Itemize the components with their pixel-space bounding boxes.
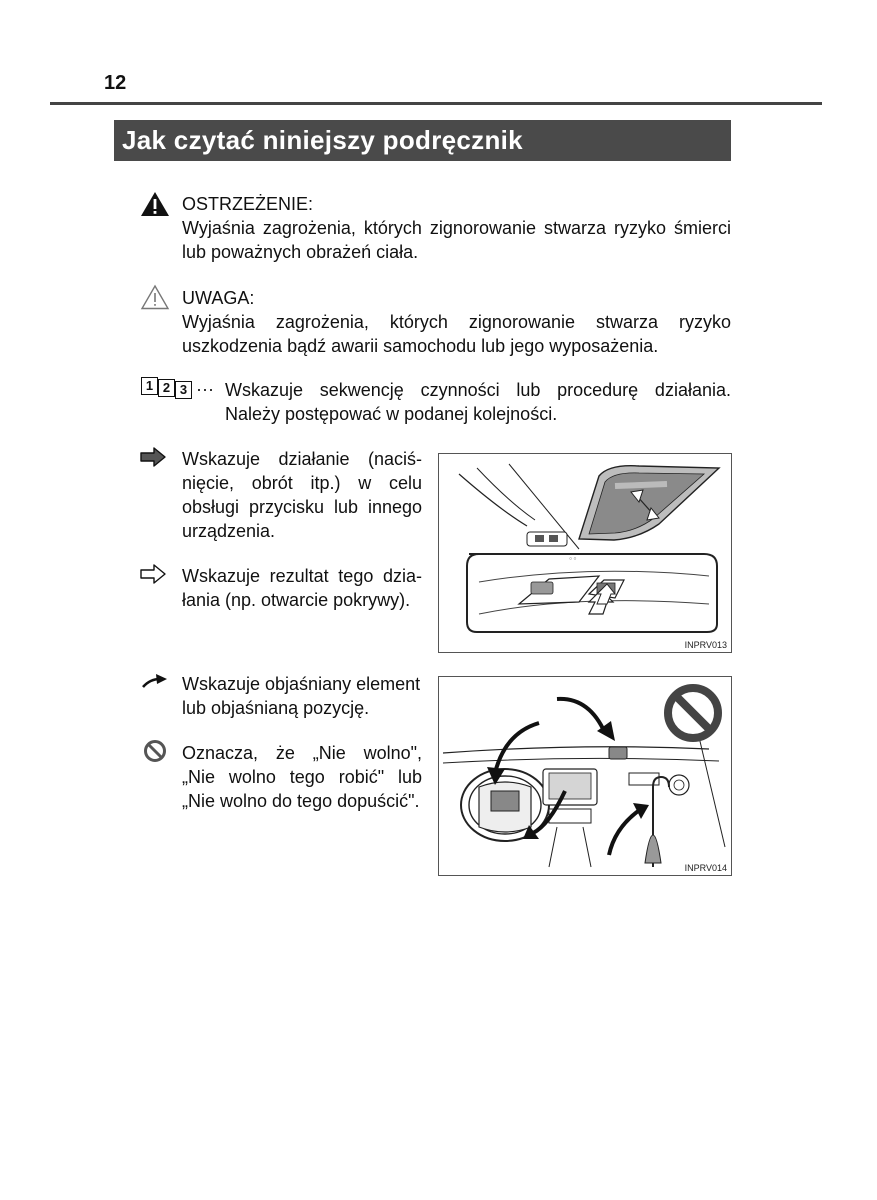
figure-dashboard-prohibited — [438, 676, 732, 876]
sequence-dots: ··· — [196, 379, 214, 399]
header-rule — [50, 102, 822, 105]
pointer-text-line2: lub objaśnianą pozycję. — [182, 698, 370, 718]
action-text-line4: urządzenia. — [182, 521, 276, 541]
warning-filled-triangle-icon — [140, 191, 170, 217]
action-text-line1: Wskazuje działanie (naciś- — [182, 449, 422, 469]
figure-moonroof-switch — [438, 453, 732, 653]
action-text-line2: nięcie, obrót itp.) w celu — [182, 473, 422, 493]
figure-code-1: INPRV013 — [684, 640, 727, 650]
caution-text-line2: uszkodzenia bądź awarii samochodu lub jego wyposażenia. — [182, 336, 659, 356]
sequence-text-line1: Wskazuje sekwencję czynności lub procedurę działania. — [225, 380, 731, 400]
result-text-line1: Wskazuje rezultat tego dzia- — [182, 566, 422, 586]
result-text-line2: łania (np. otwarcie pokrywy). — [182, 590, 411, 610]
caution-heading: UWAGA: — [182, 288, 255, 308]
pointer-text-line1: Wskazuje objaśniany element — [182, 674, 421, 694]
dashboard-illustration — [439, 677, 731, 875]
warning-text-line2: lub poważnych obrażeń ciała. — [182, 242, 419, 262]
moonroof-switch-illustration — [439, 454, 731, 652]
action-text-line3: obsługi przycisku lub innego — [182, 497, 422, 517]
sequence-numbers-icon — [141, 377, 197, 401]
warning-heading: OSTRZEŻENIE: — [182, 194, 314, 214]
sequence-number-1: 1 — [141, 377, 158, 395]
page-number: 12 — [104, 72, 127, 94]
sequence-number-2: 2 — [158, 379, 175, 397]
section-title: Jak czytać niniejszy podręcznik — [114, 120, 731, 161]
caution-text-line1: Wyjaśnia zagrożenia, których zignorowanie stwarza ryzyko — [182, 312, 731, 332]
filled-arrow-icon — [140, 447, 166, 467]
sequence-number-3: 3 — [175, 381, 192, 399]
pointer-arrow-icon — [142, 673, 168, 689]
caution-outline-triangle-icon — [140, 284, 170, 310]
prohibited-icon — [143, 739, 167, 763]
sequence-text-line2: Należy postępować w podanej kolejności. — [225, 404, 558, 424]
figure-code-2: INPRV014 — [684, 863, 727, 873]
svg-text:○ ○: ○ ○ — [569, 556, 577, 562]
prohibited-text-line3: „Nie wolno do tego dopuścić". — [182, 791, 420, 811]
prohibited-text-line1: Oznacza, że „Nie wolno", — [182, 743, 422, 763]
warning-text-line1: Wyjaśnia zagrożenia, których zignorowanie stwarza ryzyko śmierci — [182, 218, 731, 238]
outline-arrow-icon — [140, 564, 166, 584]
prohibited-text-line2: „Nie wolno tego robić" lub — [182, 767, 422, 787]
